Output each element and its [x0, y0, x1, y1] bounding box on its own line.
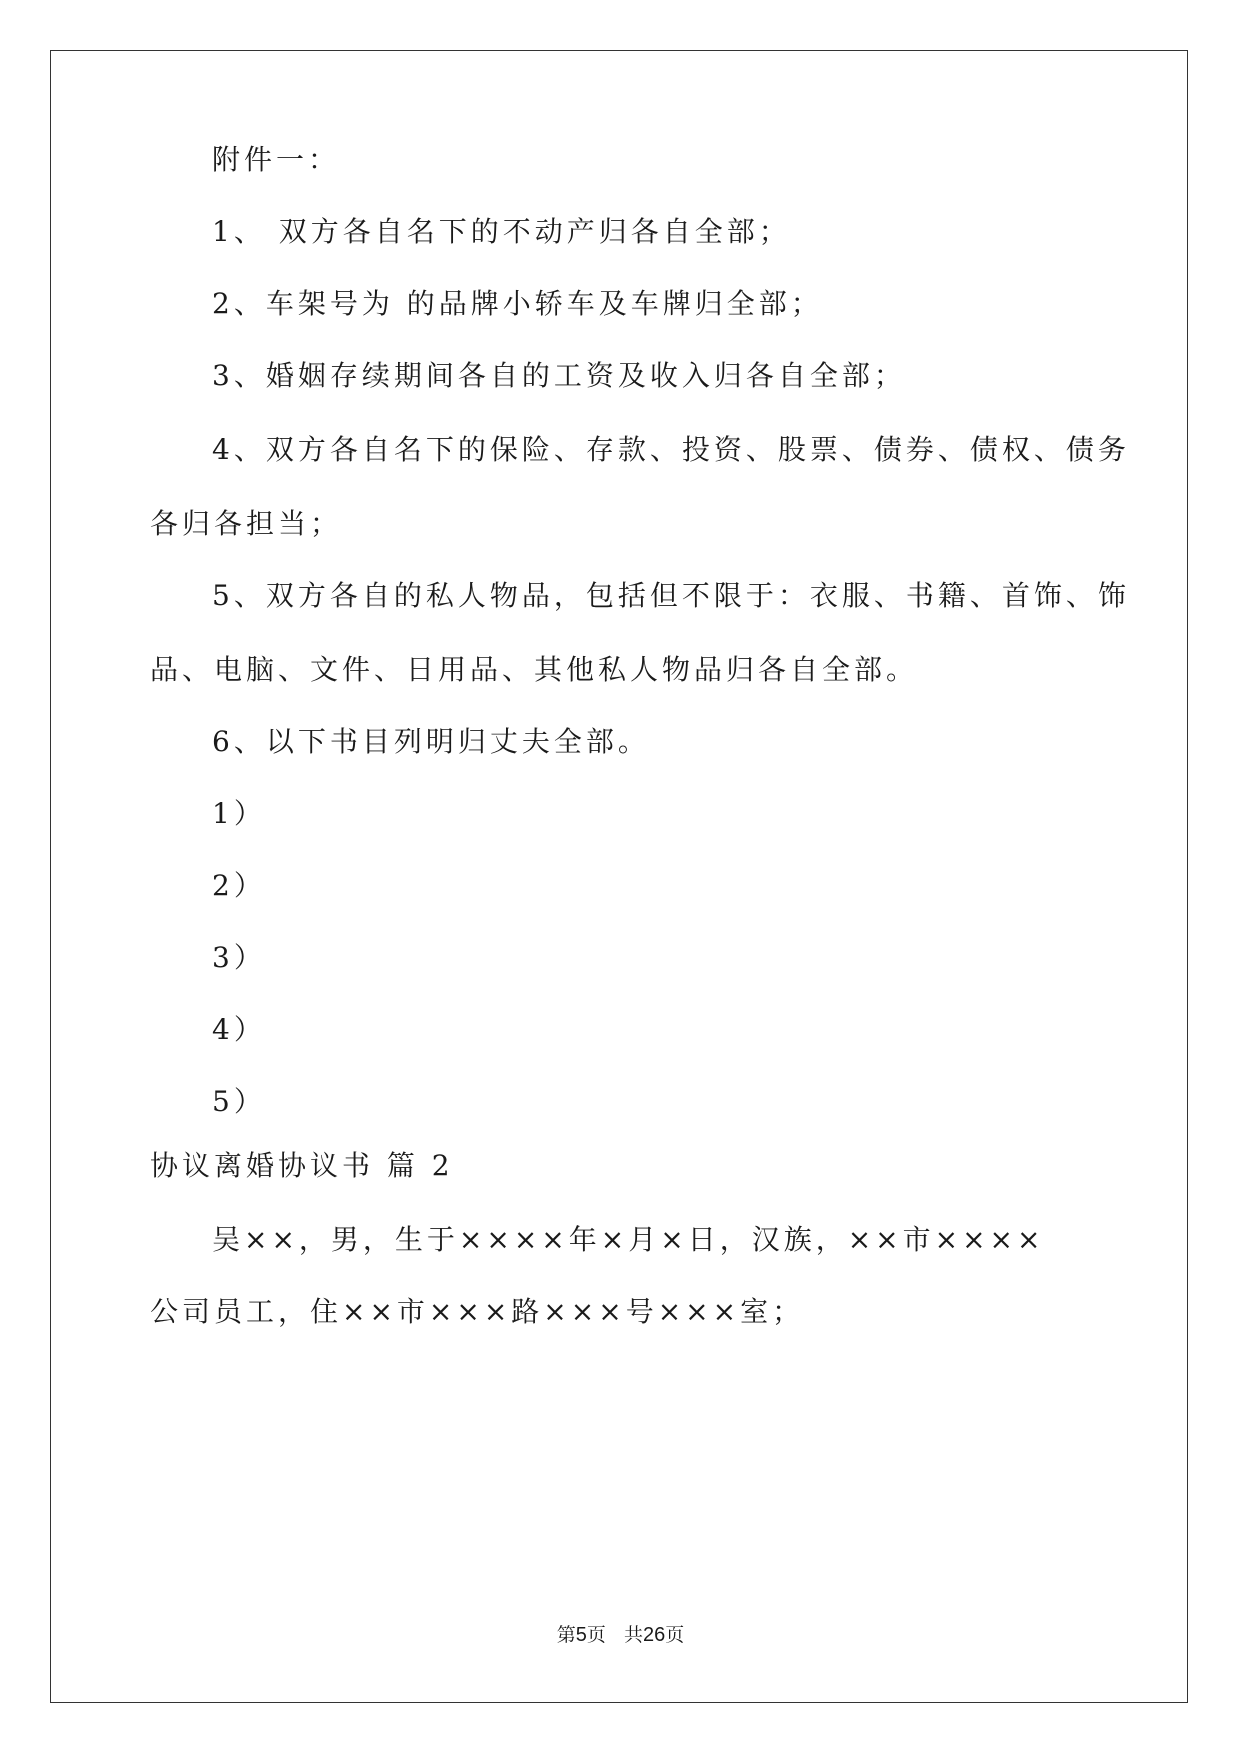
- text-line: 6、以下书目列明归丈夫全部。: [212, 725, 650, 758]
- text-line: 1）: [212, 797, 266, 830]
- footer-page-total: 26: [642, 1624, 666, 1646]
- text-line: 各归各担当；: [150, 507, 343, 540]
- text-line: 4、双方各自名下的保险、存款、投资、股票、债券、债权、债务: [212, 433, 1130, 466]
- text-line: 3）: [212, 941, 266, 974]
- text-line: 2、车架号为 的品牌小轿车及车牌归全部；: [212, 287, 823, 320]
- footer-total-suffix: 页: [665, 1625, 685, 1646]
- text-line: 5、双方各自的私人物品，包括但不限于：衣服、书籍、首饰、饰: [212, 579, 1130, 612]
- text-line: 3、婚姻存续期间各自的工资及收入归各自全部；: [212, 359, 906, 392]
- text-line: 品、电脑、文件、日用品、其他私人物品归各自全部。: [150, 653, 919, 686]
- text-line: 协议离婚协议书 篇 2: [150, 1149, 454, 1182]
- text-line: 5）: [212, 1085, 266, 1118]
- text-line: 2）: [212, 869, 266, 902]
- text-line: 4）: [212, 1013, 266, 1046]
- text-line: 吴××，男，生于××××年×月×日，汉族，××市××××: [212, 1223, 1045, 1256]
- text-line: 公司员工，住××市×××路×××号×××室；: [150, 1295, 805, 1328]
- footer-page-current: 5: [575, 1624, 587, 1646]
- page-footer: [0, 1620, 1241, 1647]
- footer-page-prefix: 第: [556, 1625, 576, 1646]
- footer-total-prefix: 共: [623, 1625, 643, 1646]
- footer-page-mid: 页: [586, 1625, 606, 1646]
- text-line: 1、 双方各自名下的不动产归各自全部；: [212, 215, 791, 248]
- text-line: 附件一：: [212, 143, 341, 176]
